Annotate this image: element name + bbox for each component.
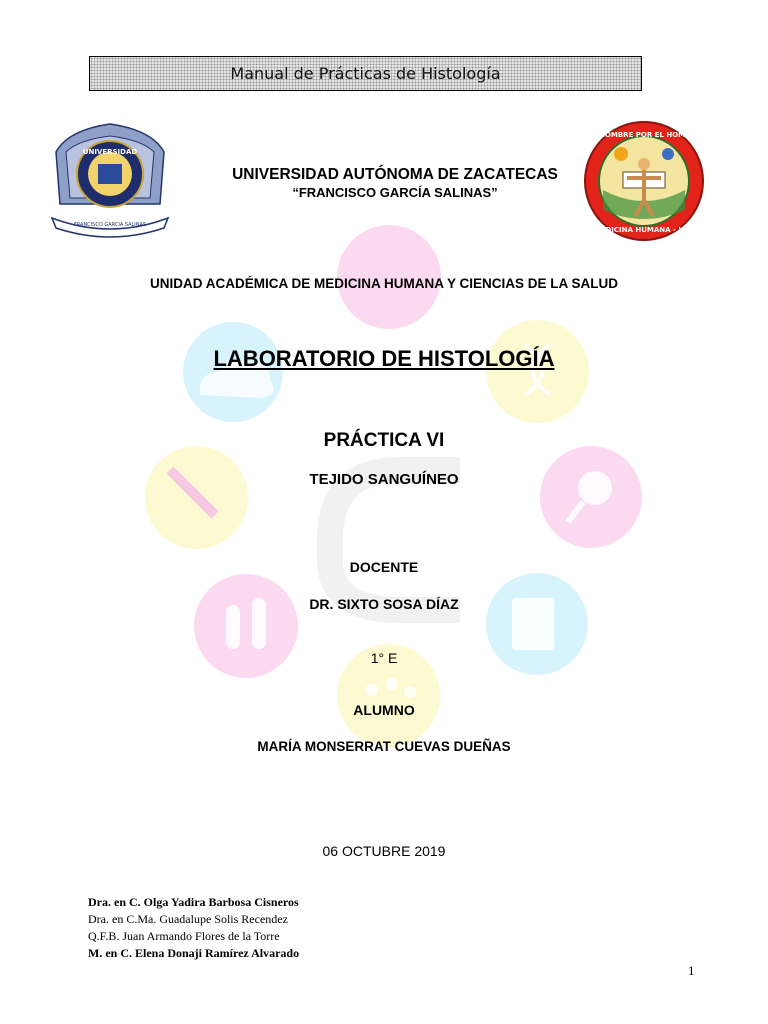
uaz-logo-text-bottom: FRANCISCO GARCIA SALINAS [73, 222, 147, 228]
medicina-logo-text-bottom: MEDICINA HUMANA - UAZ [593, 226, 695, 234]
medicina-logo-text-top: EL HOMBRE POR EL HOMBRE [587, 131, 701, 139]
student-name: MARÍA MONSERRAT CUEVAS DUEÑAS [257, 739, 511, 754]
author-3: Q.F.B. Juan Armando Flores de la Torre [88, 929, 280, 943]
university-subtitle: “FRANCISCO GARCÍA SALINAS” [292, 185, 498, 200]
practice-topic: TEJIDO SANGUÍNEO [309, 471, 459, 488]
uaz-logo-text-top: UNIVERSIDAD [82, 148, 138, 156]
author-1: Dra. en C. Olga Yadira Barbosa Cisneros [88, 895, 299, 909]
student-heading: ALUMNO [353, 702, 415, 718]
teacher-name: DR. SIXTO SOSA DÍAZ [309, 596, 459, 612]
uaz-logo [48, 122, 172, 238]
university-name: UNIVERSIDAD AUTÓNOMA DE ZACATECAS [232, 166, 558, 183]
lab-title: LABORATORIO DE HISTOLOGÍA [213, 346, 555, 371]
manual-title: Manual de Prácticas de Histología [230, 64, 501, 83]
page-number: 1 [688, 963, 695, 978]
academic-unit: UNIDAD ACADÉMICA DE MEDICINA HUMANA Y CIENCIAS DE LA SALUD [149, 276, 618, 291]
practice-number: PRÁCTICA VI [323, 430, 445, 451]
teacher-heading: DOCENTE [349, 559, 419, 575]
author-4: M. en C. Elena Donaji Ramírez Alvarado [88, 946, 300, 960]
manual-header-box [89, 56, 642, 91]
document-date: 06 OCTUBRE 2019 [322, 843, 446, 859]
group-label: 1° E [370, 650, 398, 666]
author-2: Dra. en C.Ma. Guadalupe Solis Recendez [88, 912, 288, 926]
